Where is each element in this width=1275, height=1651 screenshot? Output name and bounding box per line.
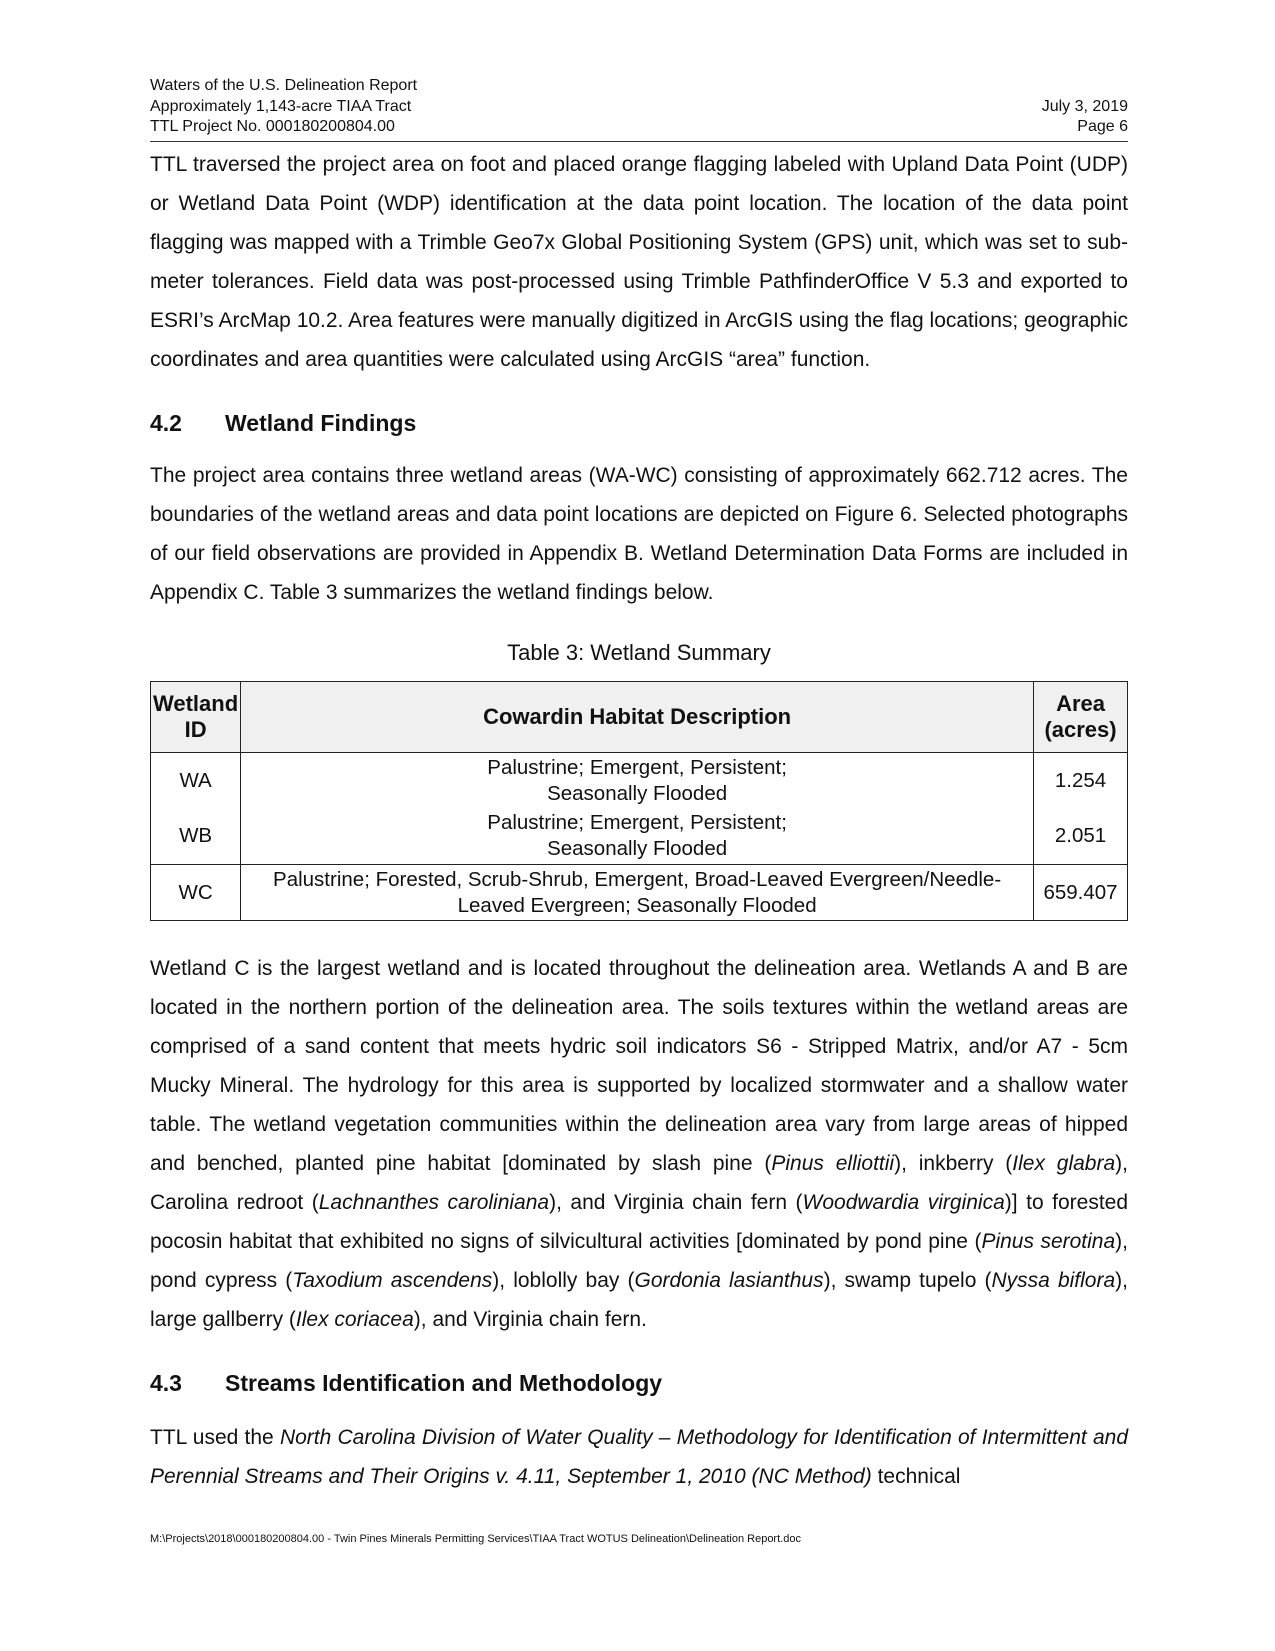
description-cell [241,809,1034,865]
text-run: )] to forested pocosin habitat that exhibited no signs of silvicultural activities [dominated by pond pine ( [150,1191,1129,1253]
wetland-id-cell: WA [151,753,241,809]
table-header-row [151,682,1128,753]
text-run: Wetland C is the largest wetland and is located throughout the delineation area. Wetlands A and B are located in the northern portion of the delineation area. The soils textures within the wetland areas are comprised of a sand content that meets hydric soil indicators S6 - Stripped Matrix, and/or A7 - 5cm Mucky Mineral. The hydrology for this area is supported by localized stormwater and a shallow water table. The wetland vegetation communities within the delineation area vary from large areas of hipped and benched, planted pine habitat [dominated by slash pine ( [150,957,1128,1175]
wetland-id-cell: WC [151,865,241,921]
species-name: Ilex glabra [1012,1152,1116,1175]
text-run: ), loblolly bay ( [492,1269,635,1292]
text-run: ), Carolina redroot ( [150,1152,1128,1214]
text-run: TTL used the [150,1426,280,1449]
description-line: Leaved Evergreen; Seasonally Flooded [457,893,817,917]
description-line: Palustrine; Forested, Scrub-Shrub, Emergent, Broad-Leaved Evergreen/Needle- [273,867,1002,891]
wetland-id-cell: WB [151,809,241,865]
description-cell [241,865,1034,921]
text-run: ), and Virginia chain fern ( [549,1191,803,1214]
text-run: technical [871,1465,961,1488]
description-line: Palustrine; Emergent, Persistent; [487,811,787,835]
species-name: Gordonia lasianthus [634,1269,824,1292]
text-run: ), swamp tupelo ( [823,1269,992,1292]
section-number: 4.2 [150,410,182,436]
text-run: ), and Virginia chain fern. [413,1308,647,1331]
description-line: Palustrine; Emergent, Persistent; [487,755,787,779]
header-project-number: TTL Project No. 000180200804.00 [150,118,395,135]
section-title: Streams Identification and Methodology [225,1370,663,1396]
table-caption: Table 3: Wetland Summary [507,640,771,665]
text-run: ), large gallberry ( [150,1269,1128,1331]
area-cell: 1.254 [1034,753,1128,809]
header-area-acres: Area (acres) [1034,682,1128,753]
page-header [150,76,1128,142]
section-heading-4-2 [150,410,416,437]
header-tract: Approximately 1,143-acre TIAA Tract [150,97,412,115]
species-name: Pinus elliottii [771,1152,895,1175]
method-citation: North Carolina Division of Water Quality – Methodology for Identification of Intermittent and Perennial Streams and Their Origins v. 4.11, September 1, 2010 (NC Method) [150,1426,1129,1488]
wetland-summary-table [150,681,1128,921]
section-heading-4-3 [150,1370,662,1397]
table-row [151,809,1128,865]
file-path-footer: M:\Projects\2018\000180200804.00 - Twin Pines Minerals Permitting Services\TIAA Tract WOTUS Delineation\Delineation Report.doc [150,1533,801,1545]
paragraph-wetland-description [150,949,1128,1339]
area-cell: 659.407 [1034,865,1128,921]
text-run: ), pond cypress ( [150,1230,1128,1292]
species-name: Woodwardia virginica [802,1191,1005,1214]
header-right [1042,97,1128,138]
header-left [150,76,417,138]
species-name: Pinus serotina [981,1230,1116,1253]
text-run: ), inkberry ( [894,1152,1013,1175]
section-number: 4.3 [150,1370,182,1396]
species-name: Nyssa biflora [991,1269,1116,1292]
species-name: Taxodium ascendens [292,1269,493,1292]
section-title: Wetland Findings [225,410,417,436]
description-cell [241,753,1034,809]
paragraph-methodology: TTL traversed the project area on foot and placed orange flagging labeled with Upland Data Point (UDP) or Wetland Data Point (WDP) identification at the data point location. The location of the data point flagging was mapped with a Trimble Geo7x Global Positioning System (GPS) unit, which was set to sub-meter tolerances. Field data was post-processed using Trimble PathfinderOffice V 5.3 and exported to ESRI’s ArcMap 10.2. Area features were manually digitized in ArcGIS using the flag locations; geographic coordinates and area quantities were calculated using ArcGIS “area” function. [150,153,1128,371]
header-page-number: Page 6 [1077,118,1128,135]
description-line: Seasonally Flooded [547,781,728,805]
species-name: Lachnanthes caroliniana [318,1191,550,1214]
header-date: July 3, 2019 [1041,97,1128,115]
paragraph-streams-methodology [150,1418,1128,1496]
species-name: Ilex coriacea [295,1308,414,1331]
table-row [151,753,1128,809]
description-line: Seasonally Flooded [547,837,728,861]
area-cell: 2.051 [1034,809,1128,865]
header-report-title: Waters of the U.S. Delineation Report [150,77,418,94]
table-row [151,865,1128,921]
header-cowardin-description: Cowardin Habitat Description [241,682,1034,753]
paragraph-wetland-findings: The project area contains three wetland areas (WA-WC) consisting of approximately 662.712 acres. The boundaries of the wetland areas and data point locations are depicted on Figure 6. Selected photographs of our field observations are provided in Appendix B. Wetland Determination Data Forms are included in Appendix C. Table 3 summarizes the wetland findings below. [150,464,1128,604]
header-wetland-id: Wetland ID [151,682,241,753]
